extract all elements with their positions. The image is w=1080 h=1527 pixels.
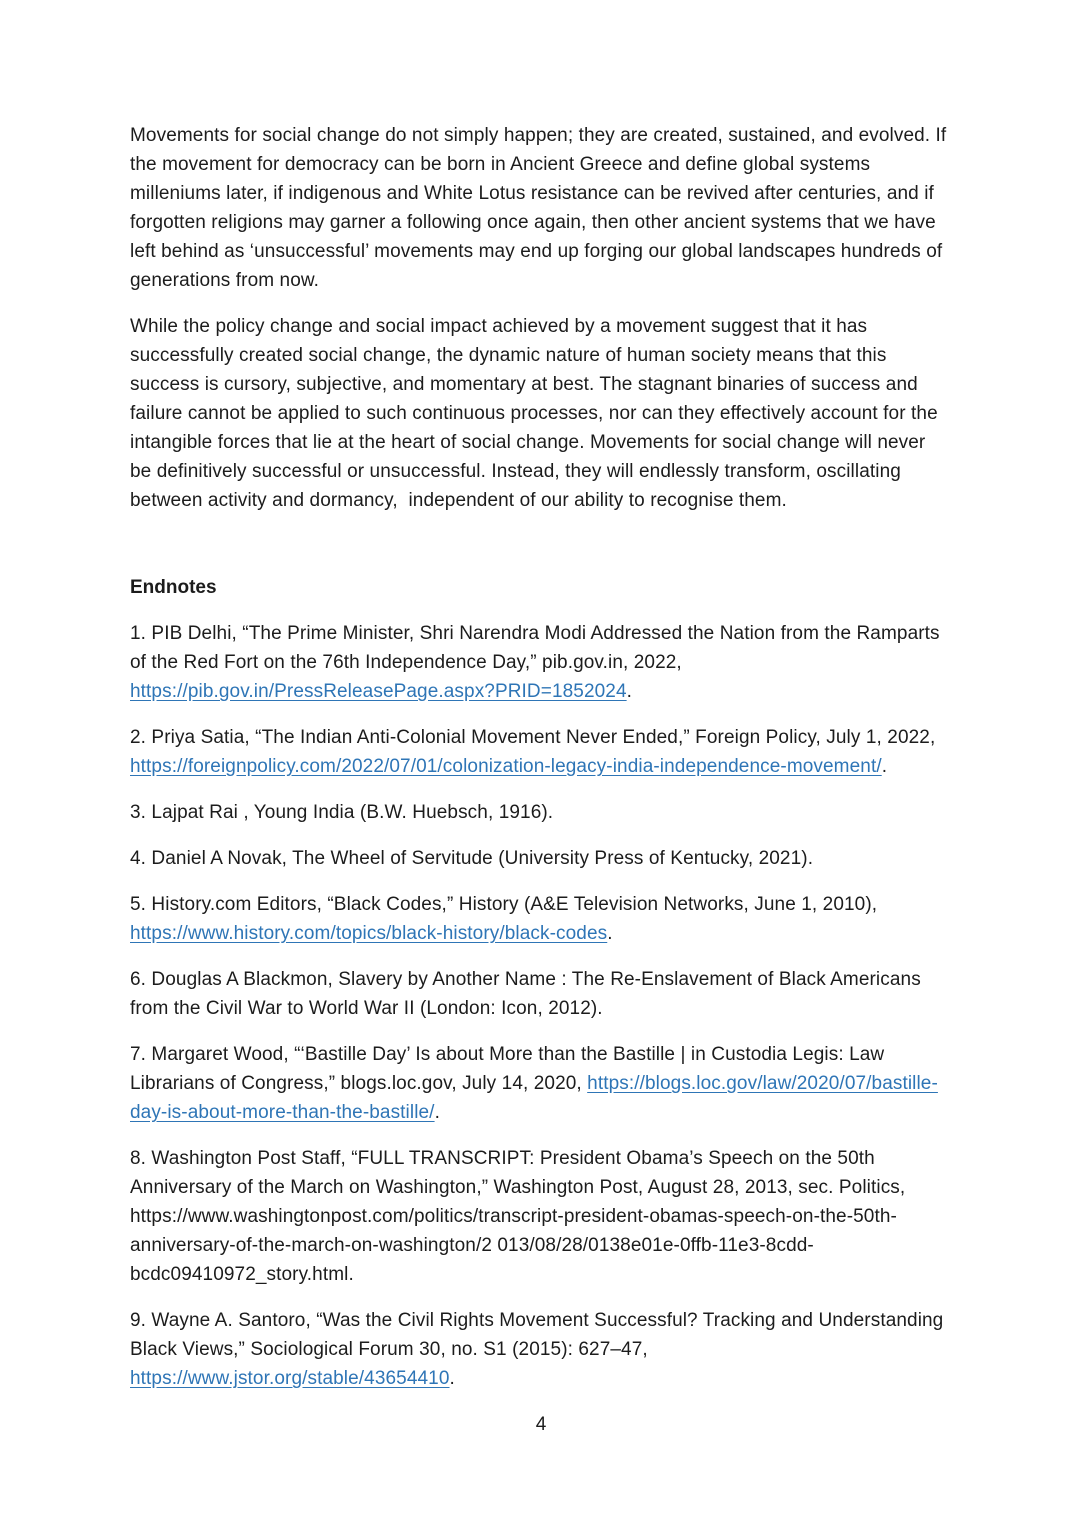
- endnote-text: 3. Lajpat Rai , Young India (B.W. Huebsch, 1916).: [130, 802, 554, 823]
- endnotes-heading: Endnotes: [130, 577, 217, 598]
- endnote-text: 4. Daniel A Novak, The Wheel of Servitude (University Press of Kentucky, 2021).: [130, 848, 814, 869]
- endnote-hyperlink[interactable]: https://www.jstor.org/stable/43654410: [130, 1368, 450, 1389]
- endnote-text: 2. Priya Satia, “The Indian Anti-Colonial Movement Never Ended,” Foreign Policy, July 1, 2022,: [130, 727, 941, 748]
- endnote-item-1: [130, 619, 952, 706]
- endnote-item-2: [130, 723, 952, 781]
- endnote-item-3: [130, 798, 952, 827]
- body-paragraph-2: While the policy change and social impact achieved by a movement suggest that it has successfully created social change, the dynamic nature of human society means that this success is cursory, subjective, and momentary at best. The stagnant binaries of success and failure cannot be applied to such continuous processes, nor can they effectively account for the intangible forces that lie at the heart of social change. Movements for social change will never be definitively successful or unsuccessful. Instead, they will endlessly transform, oscillating between activity and dormancy, independent of our ability to recognise them.: [130, 316, 944, 511]
- endnotes-list: [130, 619, 952, 1393]
- endnote-text: .: [881, 756, 888, 777]
- body-paragraph-1: Movements for social change do not simply happen; they are created, sustained, and evolved. If the movement for democracy can be born in Ancient Greece and define global systems milleniums later, if indigenous and White Lotus resistance can be revived after centuries, and if forgotten religions may garner a following once again, then other ancient systems that we have left behind as ‘unsuccessful’ movements may end up forging our global landscapes hundreds of generations from now.: [130, 125, 952, 291]
- endnote-text: 1. PIB Delhi, “The Prime Minister, Shri Narendra Modi Addressed the Nation from the Ramparts of the Red Fort on the 76th Independence Day,” pib.gov.in, 2022,: [130, 623, 946, 673]
- endnote-text: 8. Washington Post Staff, “FULL TRANSCRIPT: President Obama’s Speech on the 50th Anniversary of the March on Washington,” Washington Post, August 28, 2013, sec. Politics, https://www.washingtonpost.com/politics/transcript-president-obamas-speech-on-the-50th-anniversary-of-the-march-on-washington/2 013/08/28/0138e01e-0ffb-11e3-8cdd-bcdc09410972_story.html.: [130, 1148, 911, 1285]
- endnote-hyperlink[interactable]: https://blogs.loc.gov/law/2020/07/bastille-day-is-about-more-than-the-bastille/: [130, 1073, 938, 1123]
- page-number: 4: [535, 1414, 547, 1435]
- endnote-item-5: [130, 890, 952, 948]
- endnote-text: 7. Margaret Wood, “‘Bastille Day’ Is about More than the Bastille | in Custodia Legis: Law Librarians of Congress,” blogs.loc.gov, July 14, 2020,: [130, 1044, 890, 1094]
- endnote-hyperlink[interactable]: https://foreignpolicy.com/2022/07/01/colonization-legacy-india-independence-movement/: [130, 756, 882, 777]
- endnote-text: 9. Wayne A. Santoro, “Was the Civil Rights Movement Successful? Tracking and Understanding Black Views,” Sociological Forum 30, no. S1 (2015): 627–47,: [130, 1310, 949, 1360]
- endnote-item-8: [130, 1144, 952, 1289]
- endnote-text: 6. Douglas A Blackmon, Slavery by Another Name : The Re-Enslavement of Black Americans from the Civil War to World War II (London: Icon, 2012).: [130, 969, 927, 1019]
- endnote-hyperlink[interactable]: https://www.history.com/topics/black-history/black-codes: [130, 923, 608, 944]
- endnote-text: .: [626, 681, 633, 702]
- endnote-text: 5. History.com Editors, “Black Codes,” History (A&E Television Networks, June 1, 2010),: [130, 894, 883, 915]
- endnote-text: .: [449, 1368, 455, 1389]
- endnote-item-6: [130, 965, 952, 1023]
- endnote-item-7: [130, 1040, 952, 1127]
- endnote-text: .: [434, 1102, 440, 1123]
- endnote-item-9: [130, 1306, 952, 1393]
- endnote-hyperlink[interactable]: https://pib.gov.in/PressReleasePage.aspx?PRID=1852024: [130, 681, 627, 702]
- endnote-item-4: [130, 844, 952, 873]
- endnote-text: .: [607, 923, 613, 944]
